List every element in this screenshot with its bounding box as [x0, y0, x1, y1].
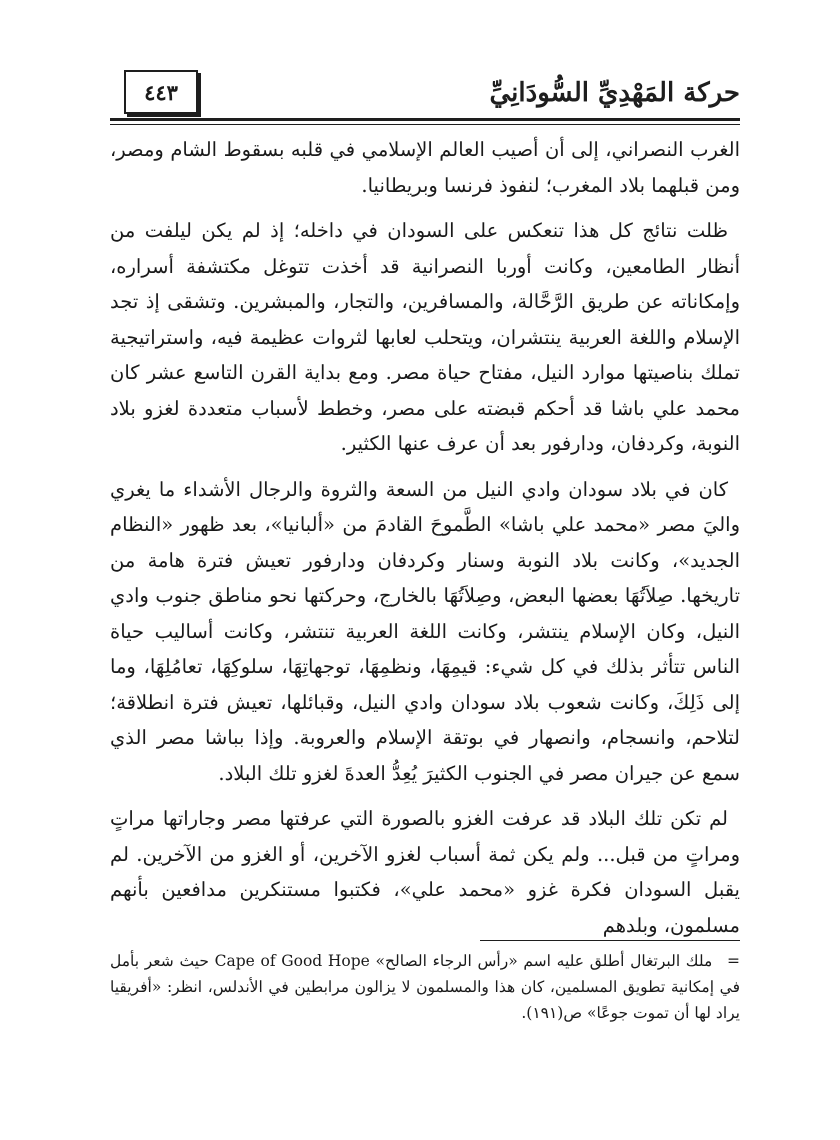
running-title: حركة المَهْدِيِّ السُّودَانِيِّ: [489, 78, 740, 108]
page-header: [110, 60, 740, 120]
paragraph-1: الغرب النصراني، إلى أن أصيب العالم الإسلامي في قلبه بسقوط الشام ومصر، ومن قبلهما بلاد المغرب؛ لنفوذ فرنسا وبريطانيا.: [110, 138, 740, 197]
header-rule-thick: [110, 118, 740, 121]
paragraph-3: كان في بلاد سودان وادي النيل من السعة والثروة والرجال الأشداء ما يغري واليَ مصر «محمد علي باشا» الطَّموحَ القادمَ من «ألبانيا»، بعد ظهور «النظام الجديد»، وكانت بلاد النوبة وسنار وكردفان ودارفور تعيش فترة هامة من تاريخها. صِلاَتُهَا بعضها البعض، وصِلاَتُهَا بالخارج، وحركتها نحو مناطق جنوب وادي النيل، وكان الإسلام ينتشر، وكانت اللغة العربية تنتشر، وكانت أساليب حياة الناس تتأثر بذلك في كل شيء: قيمِهَا، ونظمِهَا، توجهاتِهَا، سلوكِهَا، تعامُلِهَا، وما إلى ذَلِكَ، وكانت شعوب بلاد سودان وادي النيل، وقبائلها، تعيش فترة انطلاقة؛ لتلاحم، وانسجام، وانصهار في بوتقة الإسلام والعروبة. وإذا بباشا مصر الذي سمع عن جيران مصر في الجنوب الكثيرَ يُعِدُّ العدةَ لغزو تلك البلاد.: [110, 477, 740, 785]
book-page: [110, 60, 740, 1100]
footnote-rule: [480, 940, 740, 941]
footnote-mark: =: [727, 952, 740, 970]
paragraph-4: لم تكن تلك البلاد قد عرفت الغزو بالصورة التي عرفتها مصر وجاراتها مراتٍ ومراتٍ من قبل... ولم يكن ثمة أسباب لغزو الآخرين، أو الغزو من الآخرين. لم يقبل السودان فكرة غزو «محمد علي»، فكتبوا مستنكرين مدافعين بأنهم مسلمون، وبلدهم: [110, 807, 740, 937]
footnote: [110, 948, 740, 1026]
page-number: ٤٤٣: [124, 70, 198, 114]
paragraph-2: ظلت نتائج كل هذا تنعكس على السودان في داخله؛ إذ لم يكن ليلفت من أنظار الطامعين، وكانت أوربا النصرانية قد أخذت تتوغل مكتشفة أسراره، وإمكاناته عن طريق الرَّحَّالة، والمسافرين، والتجار، والمبشرين. وتشقى إذ تجد الإسلام واللغة العربية ينتشران، ويتحلب لعابها لثروات عظيمة فيه، واستراتيجية تملك بناصيتها موارد النيل، مفتاح حياة مصر. ومع بداية القرن التاسع عشر كان محمد علي باشا قد أحكم قبضته على مصر، وخطط لأسباب متعددة لغزو بلاد النوبة، وكردفان، ودارفور بعد أن عرف عنها الكثير.: [110, 219, 740, 455]
footnote-text: ملك البرتغال أطلق عليه اسم «رأس الرجاء الصالح» Cape of Good Hope حيث شعر بأمل في إمكانية تطويق المسلمين، كان هذا والمسلمون لا يزالون مرابطين في الأندلس، انظر: «أفريقيا يراد لها أن تموت جوعًا» ص(١٩١).: [110, 952, 740, 1022]
header-rule-thin: [110, 124, 740, 125]
body-text: [110, 132, 740, 943]
